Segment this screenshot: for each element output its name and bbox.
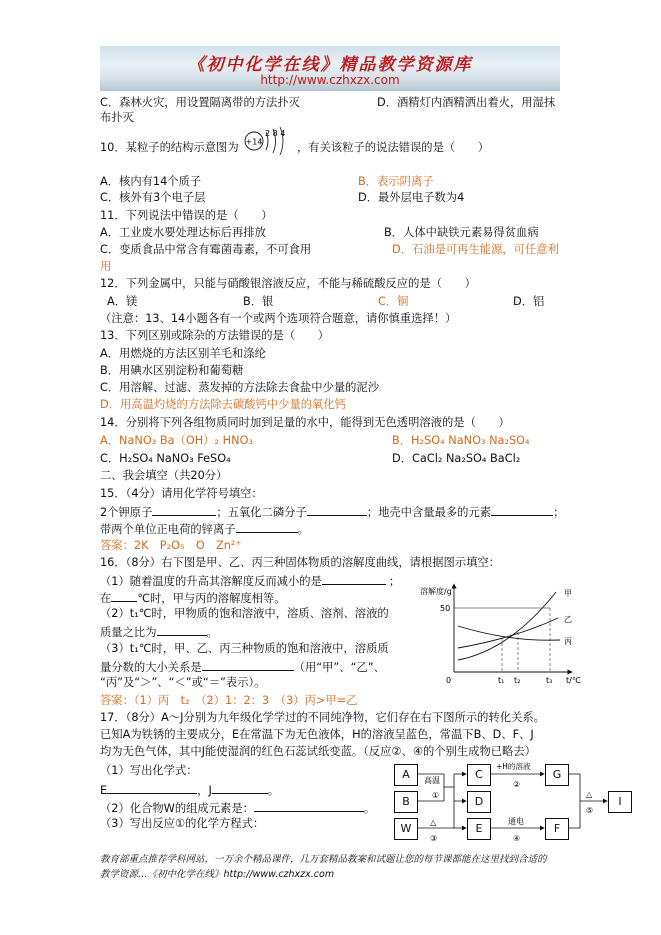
flow-box-g: G (545, 764, 569, 786)
q17-j-label: ，J (197, 784, 212, 797)
q16-part2b-text: 质量之比为 (100, 626, 157, 639)
q13-stem: 13．下列区别或除杂的方法错误的是（ ） (100, 329, 330, 342)
q10-option-a: A．核内有14个质子 (100, 175, 202, 188)
chart-y-tick-50: 50 (440, 604, 451, 613)
q13-option-d: D．用高温灼烧的方法除去碳酸钙中少量的氧化钙 (100, 398, 346, 411)
footer (100, 852, 570, 882)
q17-part1: （1）写出化学式： (100, 764, 198, 777)
chart-curve-yi (458, 618, 558, 648)
q12-option-d: D．铝 (513, 295, 545, 308)
flow-box-i: I (608, 791, 632, 813)
q14-option-d: D．CaCl₂ Na₂SO₄ BaCl₂ (392, 452, 521, 465)
q14-option-c: C．H₂SO₄ NaNO₃ FeSO₄ (100, 452, 231, 465)
q16-part3: （3）t₁℃时，甲、乙、丙三种物质的饱和溶液中，溶质质 (100, 642, 389, 655)
q15-blank-2[interactable] (307, 504, 367, 516)
flow-box-c: C (467, 764, 491, 786)
flow-box-b: B (394, 791, 418, 813)
q9-option-d: D．酒精灯内酒精洒出着火，用湿抹 (377, 96, 556, 109)
q17-part2-end: 。 (363, 802, 376, 815)
q11-option-c: C．变质食品中常含有霉菌毒素，不可食用 (100, 243, 312, 256)
q14-stem: 14．分别将下列各组物质同时加到足量的水中，能得到无色透明溶液的是（ ） (100, 416, 510, 429)
flow-connectors (380, 755, 640, 855)
chart-label-jia: 甲 (564, 589, 572, 598)
q16-part1-semicolon: ； (388, 575, 401, 588)
q12-option-c: C．铜 (378, 295, 409, 308)
footer-line-2[interactable]: 教学资源…《初中化学在线》http://www.czhxzx.com (100, 869, 335, 880)
q12-option-b: B．银 (243, 295, 274, 308)
q15-text-e: 带两个单位正电荷的锌离子 (100, 523, 236, 536)
q14-option-a: A．NaNO₃ Ba（OH）₂ HNO₃ (100, 434, 253, 447)
q17-e-label: E (100, 784, 108, 797)
q11-option-b: B．人体中缺铁元素易得贫血病 (384, 226, 539, 239)
banner-url[interactable]: http://www.czhxzx.com (260, 73, 400, 87)
q10-stem: 10．某粒子的结构示意图为 (100, 141, 239, 154)
q17-part3: （3）写出反应①的化学方程式： (100, 817, 265, 830)
atom-shells-label: 2 8 4 (265, 129, 286, 138)
q16-part3c: “丙”及“＞”、“＜”或“＝”表示）。 (100, 676, 266, 689)
section-2-title: 二、我会填空（共20分） (100, 469, 228, 482)
q17-stem: 17．（8分）A～J分别为九年级化学学过的不同纯净物，它们存在右下图所示的转化关系。 (100, 711, 545, 724)
q13-option-a: A．用燃烧的方法区别羊毛和涤纶 (100, 347, 266, 360)
q17-stem-2: 已知A为铁锈的主要成分，E在常温下为无色液体，H的溶液呈蓝色，常温下B、D、F、J (100, 728, 534, 741)
flow-label-2: ② (513, 780, 521, 789)
q16-part3b-hint: （用“甲”、“乙”、 (293, 661, 385, 674)
chart-label-bing: 丙 (564, 637, 572, 646)
chart-curve-jia (458, 592, 556, 660)
q15-line2 (100, 521, 309, 537)
q11-option-d: D．石油是可再生能源，可任意利 (392, 243, 559, 256)
q14-option-b: B．H₂SO₄ NaNO₃ Na₂SO₄ (392, 434, 530, 447)
q10-stem-cont: ，有关该粒子的说法错误的是（ ） (297, 141, 490, 154)
flow-box-w: W (394, 818, 418, 840)
q16-part1-text: （1）随着温度的升高其溶解度反而减小的是 (100, 575, 322, 588)
atom-nucleus-label: +14 (245, 137, 263, 147)
q17-blank-j[interactable] (212, 782, 268, 794)
q15-text-d: ； (553, 506, 565, 519)
flow-label-3: ③ (430, 834, 438, 843)
q10-option-d: D．最外层电子数为4 (358, 191, 465, 204)
q16-part1b-a: 在 (100, 592, 112, 605)
q15-blank-3[interactable] (491, 504, 553, 516)
q11-option-a: A．工业废水要处理达标后再排放 (100, 226, 266, 239)
flow-label-1: ① (432, 791, 440, 800)
q16-blank-2[interactable] (111, 590, 137, 602)
flow-label-tongdian: 通电 (508, 817, 524, 826)
chart-origin: 0 (446, 676, 452, 685)
q16-part2b (100, 624, 218, 640)
chart-x-t1: t₁ (498, 676, 505, 685)
q17-part2 (100, 800, 375, 816)
q16-part1b-b: ℃时，甲与丙的溶解度相等。 (137, 592, 286, 605)
flow-box-d: D (467, 791, 491, 813)
header-banner (100, 46, 560, 91)
q17-part1-end: 。 (267, 784, 280, 797)
chart-y-label: 溶解度/g (420, 587, 452, 596)
q16-part3b-text: 量分数的大小关系是 (100, 661, 202, 674)
q11-stem: 11．下列说法中错误的是（ ） (100, 209, 273, 222)
q17-part2-text: （2）化合物W的组成元素是： (100, 802, 254, 815)
flow-box-e: E (467, 818, 491, 840)
chart-label-yi: 乙 (564, 615, 572, 624)
q9-option-d-cont: 布扑灭 (100, 111, 134, 124)
flow-box-f: F (545, 818, 569, 840)
q15-blank-4[interactable] (236, 521, 298, 533)
q16-part2b-end: 。 (206, 626, 218, 639)
q15-line1 (100, 504, 564, 520)
flow-label-triangle-5: △ (586, 790, 593, 799)
q9-option-c: C．森林火灾，用设置隔离带的方法扑灭 (100, 96, 300, 109)
flow-label-h-solution: +H的溶液 (496, 762, 531, 771)
q16-blank-3[interactable] (157, 624, 207, 636)
footer-line-1: 教育部重点推荐学科网站，一万余个精品课件，几万套精品教案和试题让您的每节课都能在这里找到合适的 (100, 854, 547, 865)
flow-label-triangle-3: △ (430, 818, 437, 827)
q17-stem-3: 均为无色气体，其中J能使湿润的红色石蕊试纸变蓝。（反应②、④的个别生成物已略去） (100, 745, 536, 758)
q15-answer: 答案：2K P₂O₅ O Zn²⁺ (100, 539, 242, 552)
q16-part1b (100, 590, 286, 606)
solubility-chart (420, 582, 588, 688)
q13-option-c: C．用溶解、过滤、蒸发掉的方法除去食盐中少量的泥沙 (100, 381, 380, 394)
q13-option-b: B．用碘水区别淀粉和葡萄糖 (100, 364, 244, 377)
banner-title: 《初中化学在线》精品教学资源库 (187, 55, 473, 75)
atom-structure-diagram (244, 120, 294, 162)
q15-text-b: ；五氧化二磷分子 (216, 506, 307, 519)
chart-x-label: t/℃ (566, 676, 581, 685)
chart-x-t3: t₃ (546, 676, 553, 685)
q17-part1-answers (100, 782, 279, 798)
q15-text-f: 。 (297, 523, 309, 536)
q16-blank-1[interactable] (322, 573, 386, 585)
q12-stem: 12．下列金属中，只能与硝酸银溶液反应，不能与稀硫酸反应的是（ ） (100, 277, 476, 290)
q10-option-b: B．表示阴离子 (358, 175, 434, 188)
note-13-14: （注意：13、14小题各有一个或两个选项符合题意，请你慎重选择！） (100, 312, 457, 325)
flow-label-4: ④ (513, 834, 521, 843)
q15-stem: 15．（4分）请用化学符号填空： (100, 487, 263, 500)
q16-part2: （2）t₁℃时，甲物质的饱和溶液中，溶质、溶剂、溶液的 (100, 607, 389, 620)
q16-stem: 16．（8分）右下图是甲、乙、丙三种固体物质的溶解度曲线，请根据图示填空： (100, 556, 501, 569)
q16-part1 (100, 573, 400, 589)
q15-text-a: 2个钾原子 (100, 506, 153, 519)
flow-label-5: ⑤ (586, 806, 594, 815)
q15-text-c: ；地壳中含量最多的元素 (366, 506, 492, 519)
flow-box-a: A (394, 764, 418, 786)
q11-option-d-cont: 用 (100, 260, 112, 273)
q16-answer: 答案：（1）丙 t₂ （2）1：2：3 （3）丙>甲=乙 (100, 694, 358, 707)
q17-blank-w[interactable] (254, 800, 364, 812)
q15-blank-1[interactable] (152, 504, 216, 516)
q10-option-c: C．核外有3个电子层 (100, 191, 206, 204)
chart-x-t2: t₂ (514, 676, 521, 685)
q16-part3b (100, 659, 385, 675)
q16-blank-4[interactable] (202, 659, 294, 671)
q17-blank-e[interactable] (107, 782, 197, 794)
flow-label-gaowen: 高温 (424, 776, 440, 785)
q12-option-a: A．镁 (107, 295, 138, 308)
